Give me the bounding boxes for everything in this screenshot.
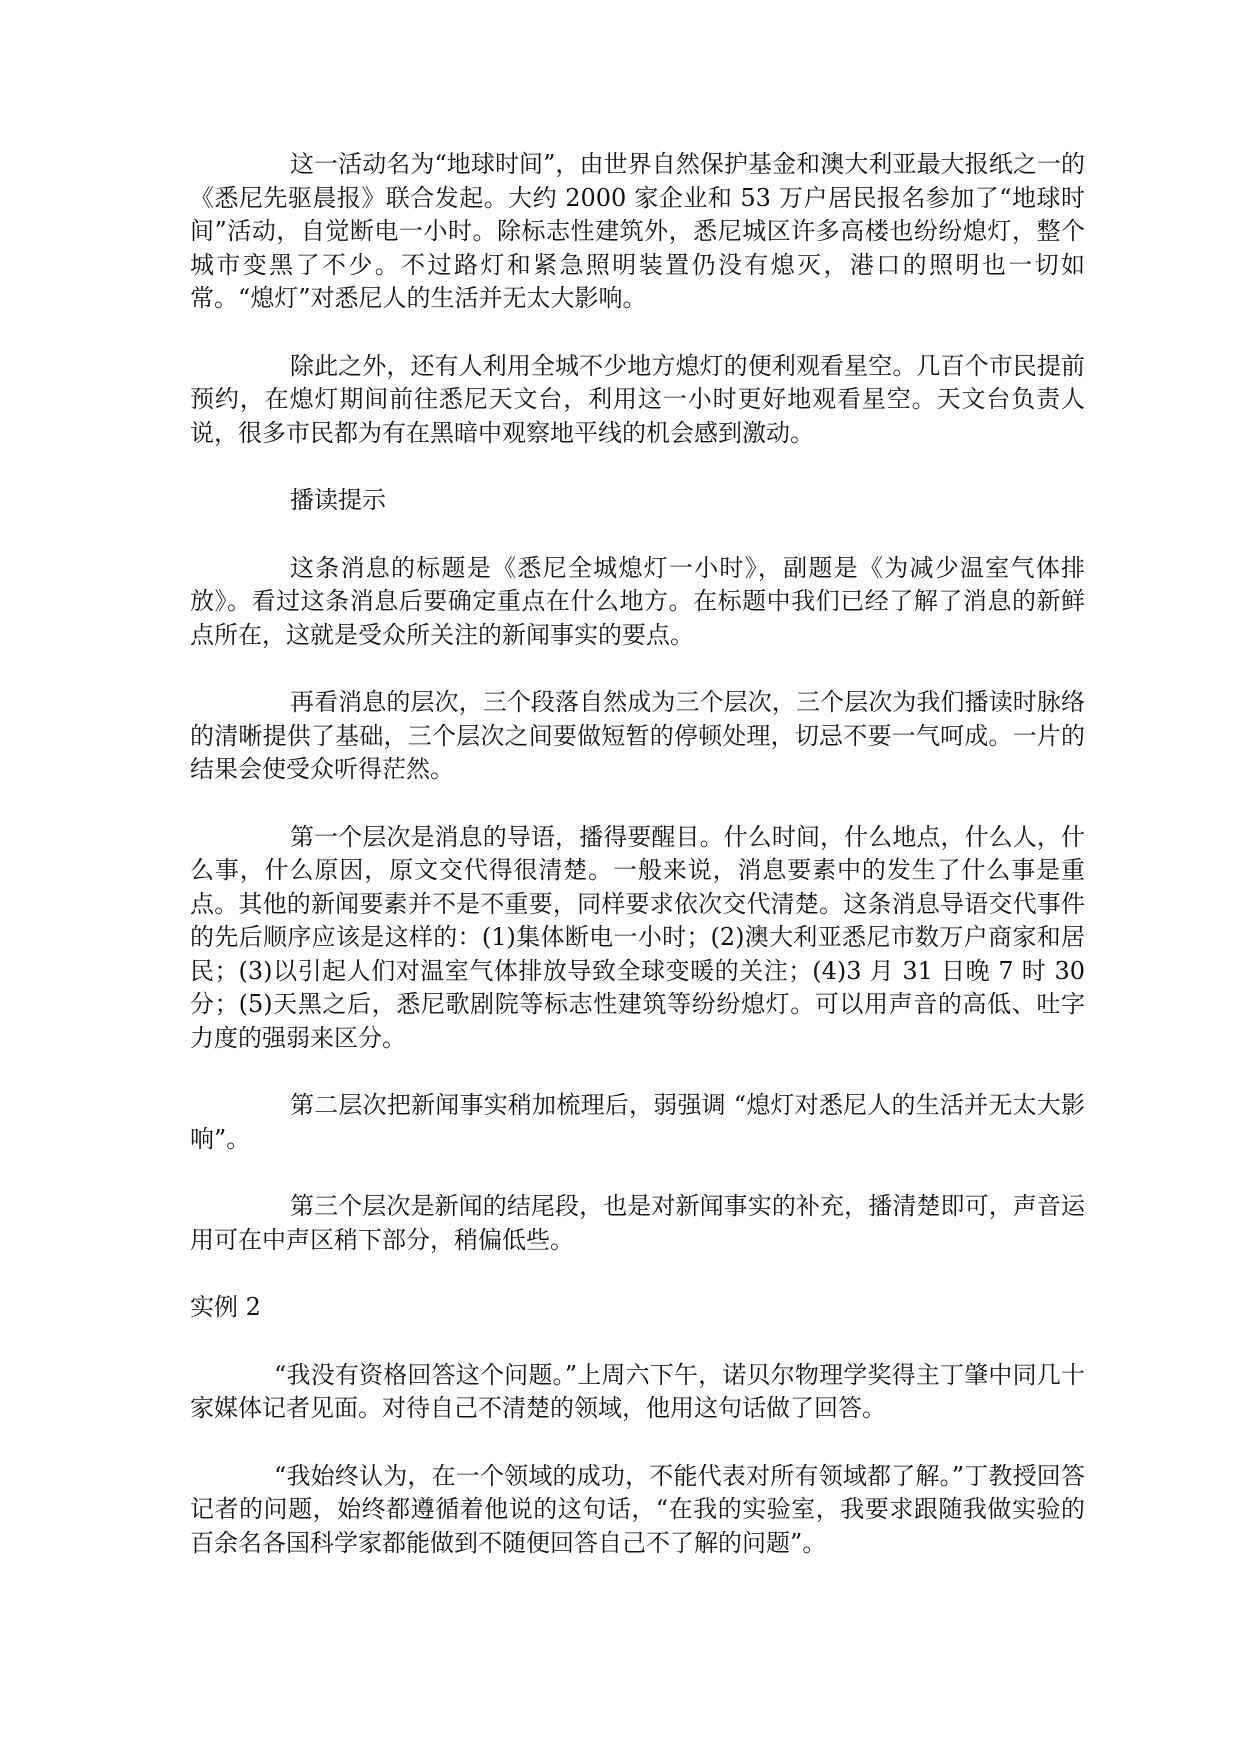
- paragraph-stargazing: 除此之外，还有人利用全城不少地方熄灯的便利观看星空。几百个市民提前预约，在熄灯期间前往悉尼天文台，利用这一小时更好地观看星空。天文台负责人说，很多市民都为有在黑暗中观察地平线的机会感到激动。: [190, 351, 1085, 447]
- paragraph-earth-hour-intro: 这一活动名为“地球时间”，由世界自然保护基金和澳大利亚最大报纸之一的《悉尼先驱晨报》联合发起。大约 2000 家企业和 53 万户居民报名参加了“地球时间”活动，自觉断电一小时。除标志性建筑外，悉尼城区许多高楼也纷纷熄灯，整个城市变黑了不少。不过路灯和紧急照明装置仍没有熄灭，港口的照明也一切如常。“熄灯”对悉尼人的生活并无太大影响。: [190, 150, 1085, 312]
- tip-paragraph-layers: 再看消息的层次，三个段落自然成为三个层次，三个层次为我们播读时脉络的清晰提供了基础，三个层次之间要做短暂的停顿处理，切忌不要一气呵成。一片的结果会使受众听得茫然。: [190, 688, 1085, 783]
- reading-tips-heading: 播读提示: [290, 486, 386, 514]
- example-paragraph-quote: “我没有资格回答这个问题。”上周六下午，诺贝尔物理学奖得主丁肇中同几十家媒体记者见面。对待自己不清楚的领域，他用这句话做了回答。: [190, 1360, 1085, 1422]
- example-paragraph-lab: “我始终认为，在一个领域的成功，不能代表对所有领域都了解。”丁教授回答记者的问题，始终都遵循着他说的这句话，“在我的实验室，我要求跟随我做实验的百余名各国科学家都能做到不随便回答自己不了解的问题”。: [190, 1461, 1085, 1557]
- tip-paragraph-title: 这条消息的标题是《悉尼全城熄灯一小时》，副题是《为减少温室气体排放》。看过这条消息后要确定重点在什么地方。在标题中我们已经了解了消息的新鲜点所在，这就是受众所关注的新闻事实的要点。: [190, 553, 1085, 649]
- tip-paragraph-first-layer: 第一个层次是消息的导语，播得要醒目。什么时间，什么地点，什么人，什么事，什么原因，原文交代得很清楚。一般来说，消息要素中的发生了什么事是重点。其他的新闻要素并不是不重要，同样要求依次交代清楚。这条消息导语交代事件的先后顺序应该是这样的：(1)集体断电一小时；(2)澳大利亚悉尼市数万户商家和居民；(3)以引起人们对温室气体排放导致全球变暖的关注；(4)3 月 31 日晚 7 时 30 分；(5)天黑之后，悉尼歌剧院等标志性建筑等纷纷熄灯。可以用声音的高低、吐字力度的强弱来区分。: [190, 822, 1085, 1052]
- example-label: 实例 2: [190, 1293, 261, 1321]
- tip-paragraph-third-layer: 第三个层次是新闻的结尾段，也是对新闻事实的补充，播清楚即可，声音运用可在中声区稍下部分，稍偏低些。: [190, 1192, 1085, 1254]
- tip-paragraph-second-layer: 第二层次把新闻事实稍加梳理后，弱强调 “熄灯对悉尼人的生活并无太大影响”。: [190, 1091, 1085, 1153]
- document-body: [190, 148, 1085, 1594]
